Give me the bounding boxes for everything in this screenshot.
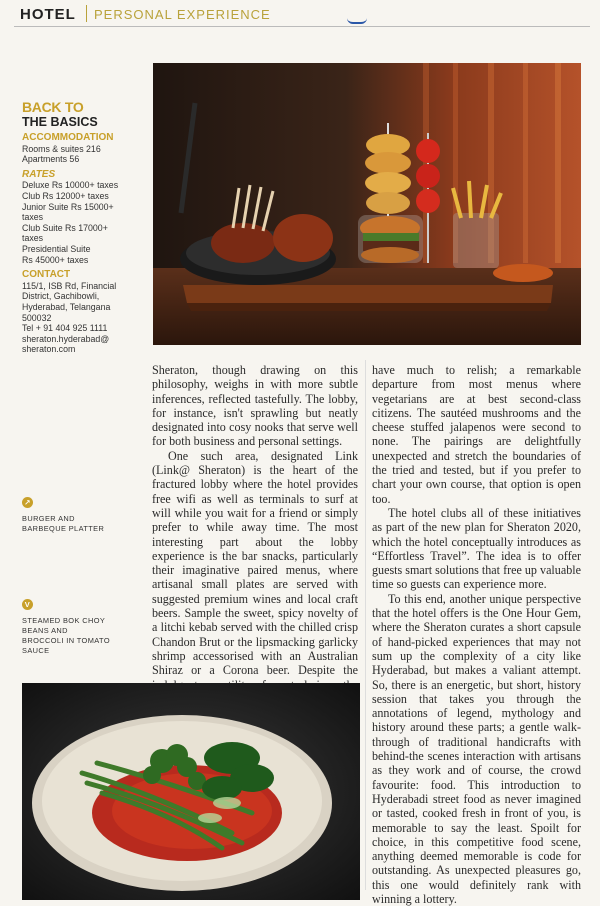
accommodation-heading: ACCOMMODATION [22, 132, 114, 143]
subsection-label: PERSONAL EXPERIENCE [94, 7, 271, 22]
page-header [14, 4, 590, 27]
article-paragraph: Sheraton, though drawing on this philosophy, weighs in with more subtle inferences, reflected tastefully. The lobby, for instance, isn't sprawling but neatly designated into cosy nooks that serve well for both business and personal settings. [152, 363, 358, 449]
arrow-up-right-icon: ↗ [22, 497, 33, 508]
box-subtitle: THE BASICS [22, 115, 98, 129]
contact-line: 500032 [22, 312, 52, 323]
rates-heading: RATES [22, 168, 56, 180]
article-paragraph: One such area, designated Link (Link@ Sheraton) is the heart of the fractured lobby where the hotel provides free wifi as well as terminals to surf at will while you wait for a friend or simply prefer to while away time. The most interesting part about the lobby experience is the bar snacks, particularly their imaginative paired menus, where artisanal small plates are served with suggested premium wines and local craft beers. Sample the sweet, spicy novelty of a litchi kebab served with the chilled crisp Chandon Brut or the lipsmacking garlicky shrimp accessorised with an Australian Shiraz or a Corona beer. Despite the [152, 448, 358, 678]
accommodation-line: Apartments 56 [22, 154, 80, 165]
article-column-1 [152, 363, 358, 706]
caption-line: BARBEQUE PLATTER [22, 524, 105, 533]
hotel-info-box [22, 100, 142, 355]
accommodation-line: Rooms & suites 216 [22, 143, 101, 154]
article-paragraph: To this end, another unique perspective that the hotel offers is the One Hour Gem, where the Sheraton curates a short capsule of hand-picked experiences that may not sum up the complexity of a city like Hyderabad, but makes a valiant attempt. So, there is an energetic, but short, history session that takes you through the annotations of legend, mythology and history around these parts; a gentle walk-through of traditional handicrafts with behind-the scenes interaction with artisans as they work and of course, the crowd favourite: food. This introduction to Hyderabadi street food as never imagined or tasted, cooked fresh in front of you, is memorable to say the least. Spoilt for choice, in this competitive food scene, anything deemed memorable is code for outstanding. As unexpected pleasures go, this one would definitely rank with winning a lottery. [372, 591, 581, 906]
bokchoy-photo [22, 683, 360, 900]
rate-line: Deluxe Rs 10000+ taxes [22, 180, 119, 191]
contact-line: sheraton.hyderabad@ [22, 333, 110, 344]
photo-caption-burger [22, 497, 132, 534]
rate-line: Rs 45000+ taxes [22, 254, 89, 265]
column-divider [365, 360, 366, 890]
box-title: BACK TO [22, 99, 84, 115]
rate-line: taxes [22, 233, 44, 244]
rate-line: Club Rs 12000+ taxes [22, 190, 109, 201]
section-label: HOTEL [20, 6, 76, 23]
rate-line: Presidential Suite [22, 243, 91, 254]
caption-line: BROCCOLI IN TOMATO [22, 636, 110, 645]
burger-platter-illustration [153, 63, 581, 345]
burger-platter-photo [153, 63, 581, 345]
caption-line: BEANS AND [22, 626, 68, 635]
contact-line: 115/1, ISB Rd, Financial [22, 280, 117, 291]
caption-line: SAUCE [22, 646, 50, 655]
article-paragraph: have much to relish; a remarkable departure from most menus where vegetarians are at best second-class citizens. The sautéed mushrooms and the cheese stuffed jalapenos were second to none. The pairings are delightfully unexpected and stretch the boundaries of the tried and tested, but if you prefer to chart your own course, that option is open too. [372, 363, 581, 506]
contact-line: Hyderabad, Telangana [22, 301, 111, 312]
contact-heading: CONTACT [22, 269, 71, 281]
contact-line: Tel + 91 404 925 1111 [22, 323, 108, 334]
rate-line: Club Suite Rs 17000+ [22, 222, 108, 233]
header-mark [347, 18, 367, 24]
header-divider [86, 5, 87, 22]
contact-line: District, Gachibowli, [22, 291, 100, 302]
article-paragraph: The hotel clubs all of these initiatives as part of the new plan for Sheraton 2020, which the hotel conceptually introduces as “Effortless Travel”. The idea is to offer guests smart solutions that free up valuable time so guests can experience more. [372, 505, 581, 592]
caption-line: STEAMED BOK CHOY [22, 616, 106, 625]
caption-line: BURGER AND [22, 514, 75, 523]
arrow-down-icon: V [22, 599, 33, 610]
contact-line: sheraton.com [22, 344, 76, 355]
bokchoy-illustration [22, 683, 360, 900]
rate-line: Junior Suite Rs 15000+ [22, 201, 114, 212]
rate-line: taxes [22, 212, 44, 223]
photo-caption-bokchoy [22, 599, 132, 656]
article-column-2 [372, 363, 581, 906]
